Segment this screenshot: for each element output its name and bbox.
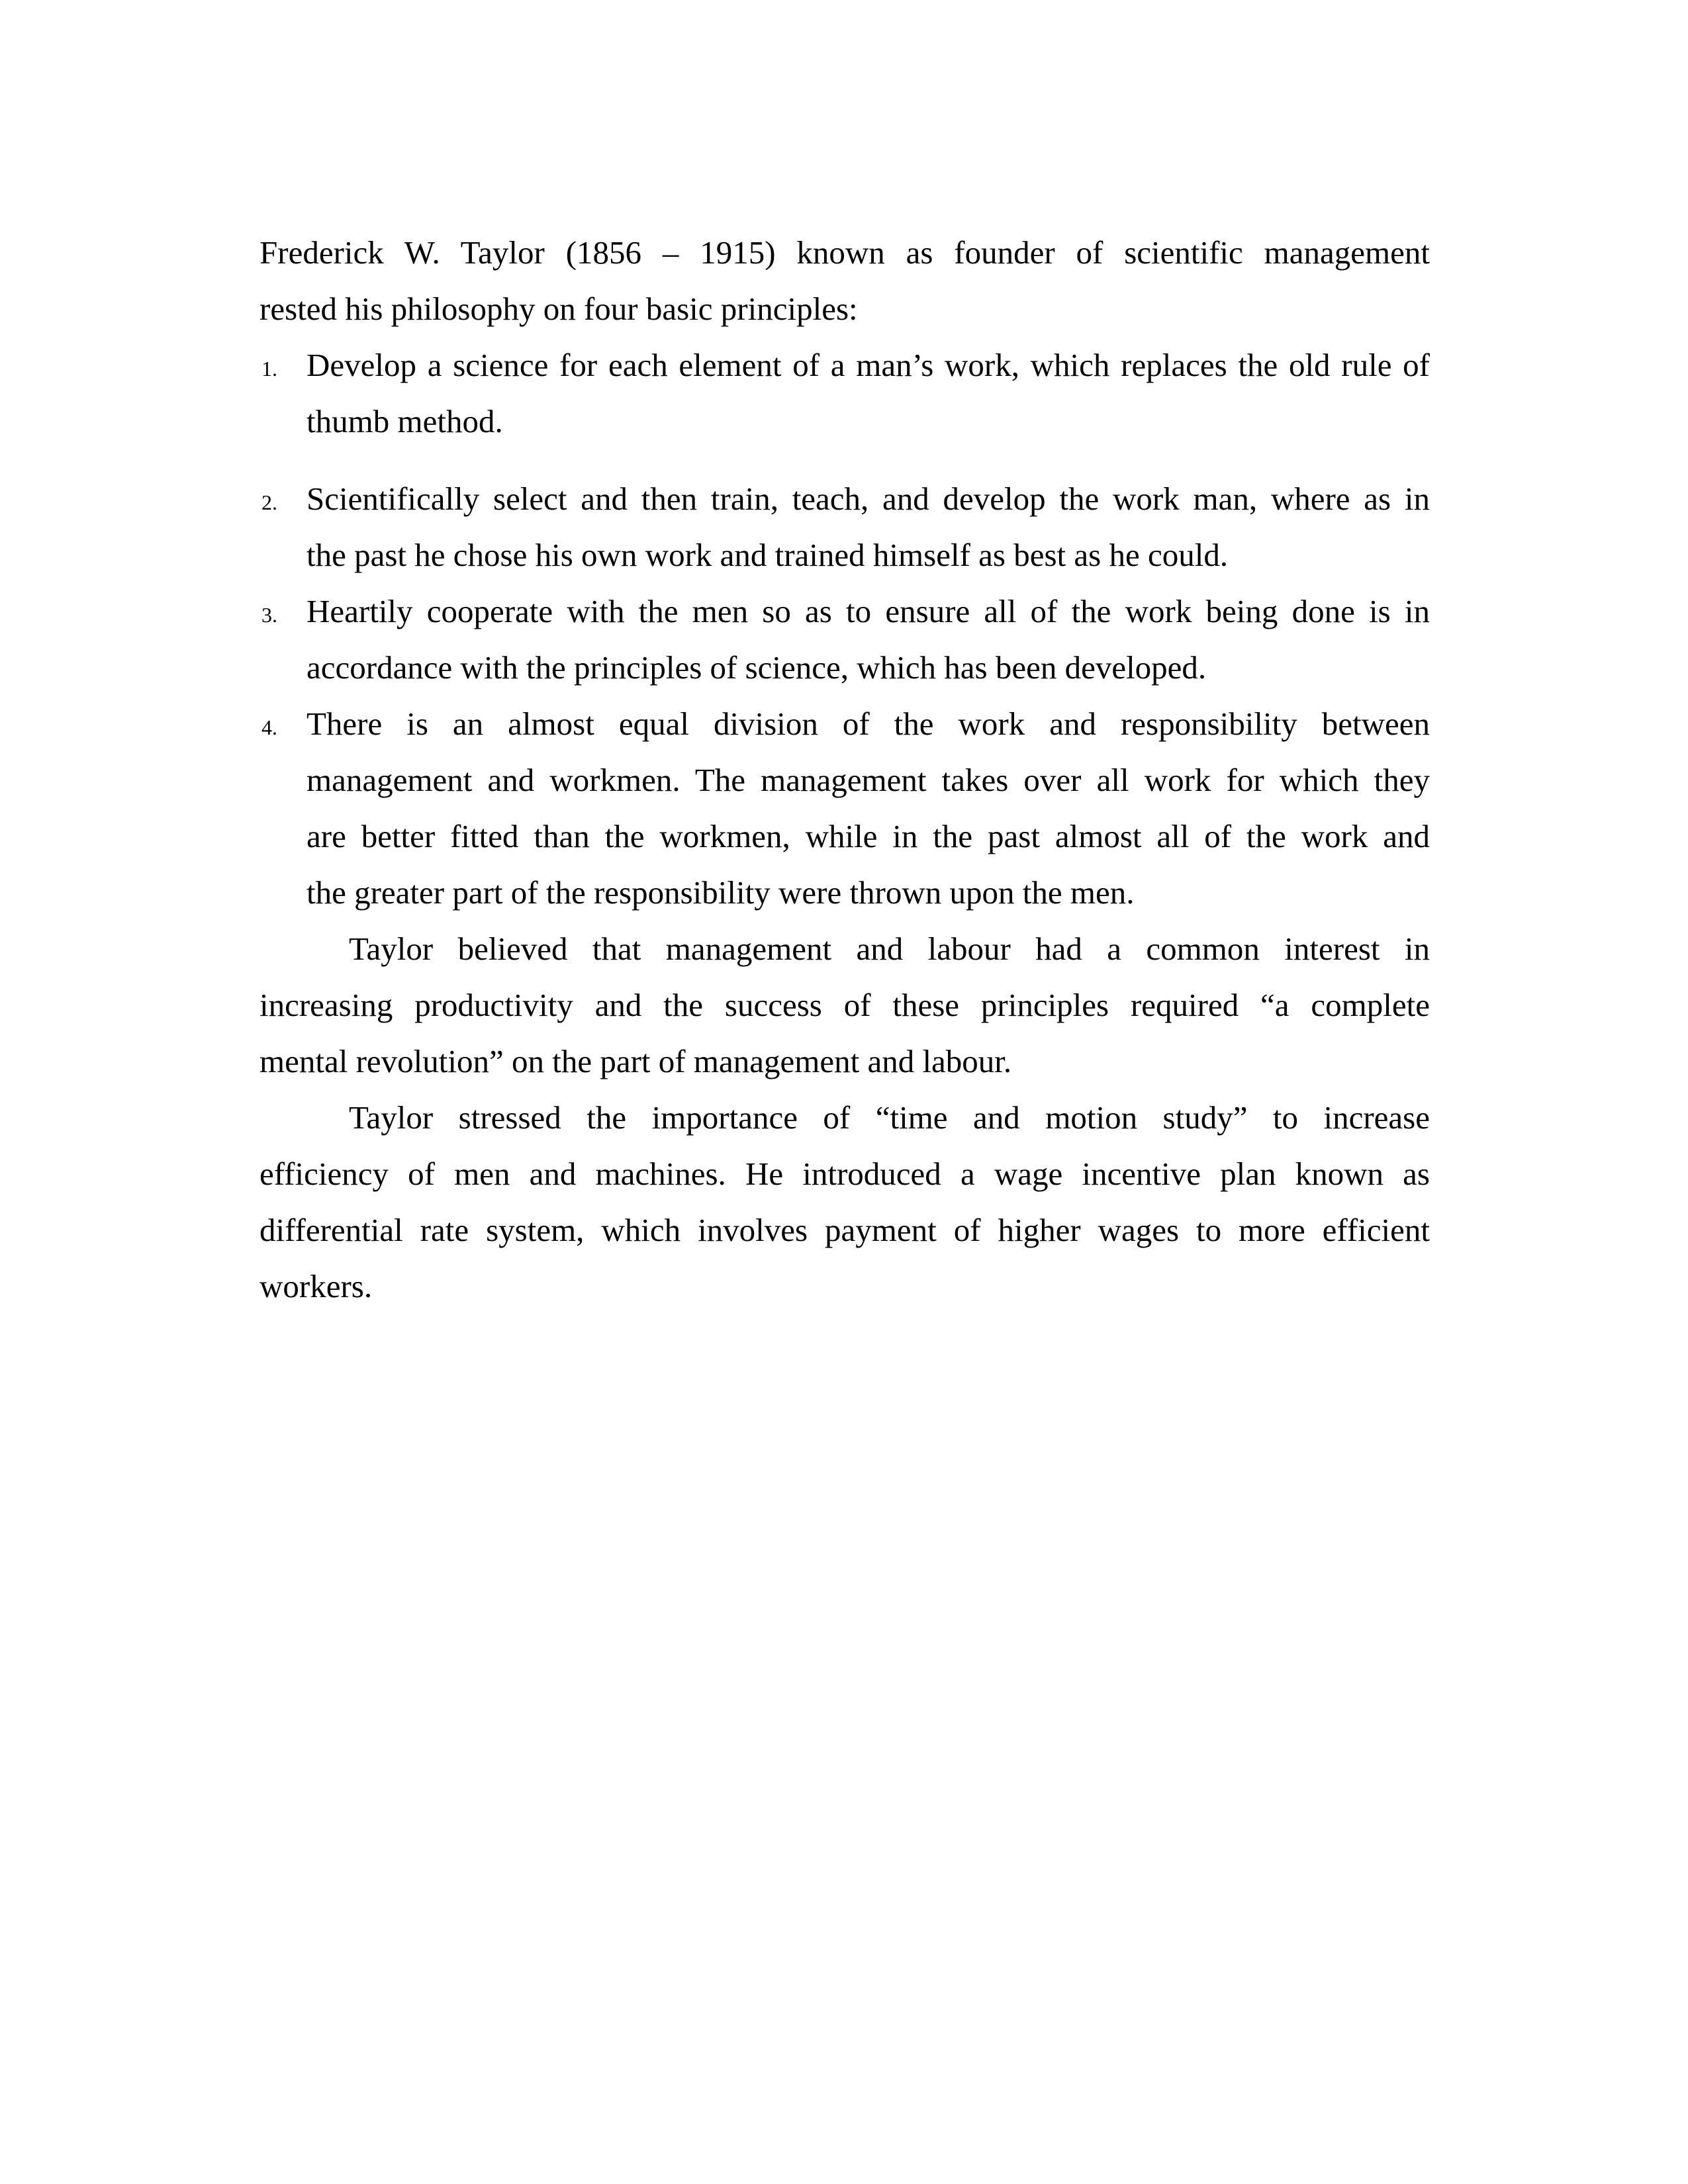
text-line: thumb method. (306, 403, 503, 439)
list-item-2 (259, 471, 1430, 583)
paragraph-taylor-believed (259, 921, 1430, 1089)
document-content (259, 224, 1430, 1314)
text-line: management and workmen. The management takes over all work for which they (306, 762, 1430, 798)
text-line: There is an almost equal division of the work and responsibility between (306, 705, 1430, 742)
text-line: workers. (259, 1268, 373, 1304)
list-item-1 (259, 337, 1430, 449)
list-item-3 (259, 583, 1430, 696)
text-line: the greater part of the responsibility were thrown upon the men. (306, 874, 1135, 911)
text-line: Heartily cooperate with the men so as to ensure all of the work being done is in (306, 593, 1430, 629)
text-line: Frederick W. Taylor (1856 – 1915) known as founder of scientific management (259, 234, 1430, 271)
list-number: 1. (261, 357, 277, 381)
text-line: mental revolution” on the part of management and labour. (259, 1043, 1012, 1079)
text-line: accordance with the principles of science, which has been developed. (306, 649, 1207, 686)
list-item-4 (259, 696, 1430, 921)
text-line: are better fitted than the workmen, while in the past almost all of the work and (306, 818, 1430, 854)
text-line: Taylor believed that management and labour had a common interest in (349, 931, 1430, 967)
text-line: Scientifically select and then train, teach, and develop the work man, where as in (306, 480, 1430, 517)
text-line: Taylor stressed the importance of “time and motion study” to increase (349, 1099, 1430, 1136)
text-line: efficiency of men and machines. He introduced a wage incentive plan known as (259, 1156, 1430, 1192)
list-number: 2. (261, 490, 277, 514)
list-number: 3. (261, 603, 277, 627)
text-line: increasing productivity and the success of these principles required “a complete (259, 987, 1430, 1023)
text-line: rested his philosophy on four basic principles: (259, 291, 858, 327)
text-line: Develop a science for each element of a man’s work, which replaces the old rule of (306, 347, 1430, 383)
intro-paragraph (259, 224, 1430, 337)
list-number: 4. (261, 715, 277, 739)
text-line: differential rate system, which involves payment of higher wages to more efficient (259, 1212, 1430, 1248)
principles-list (259, 337, 1430, 921)
text-line: the past he chose his own work and trained himself as best as he could. (306, 537, 1229, 573)
paragraph-taylor-stressed (259, 1089, 1430, 1314)
